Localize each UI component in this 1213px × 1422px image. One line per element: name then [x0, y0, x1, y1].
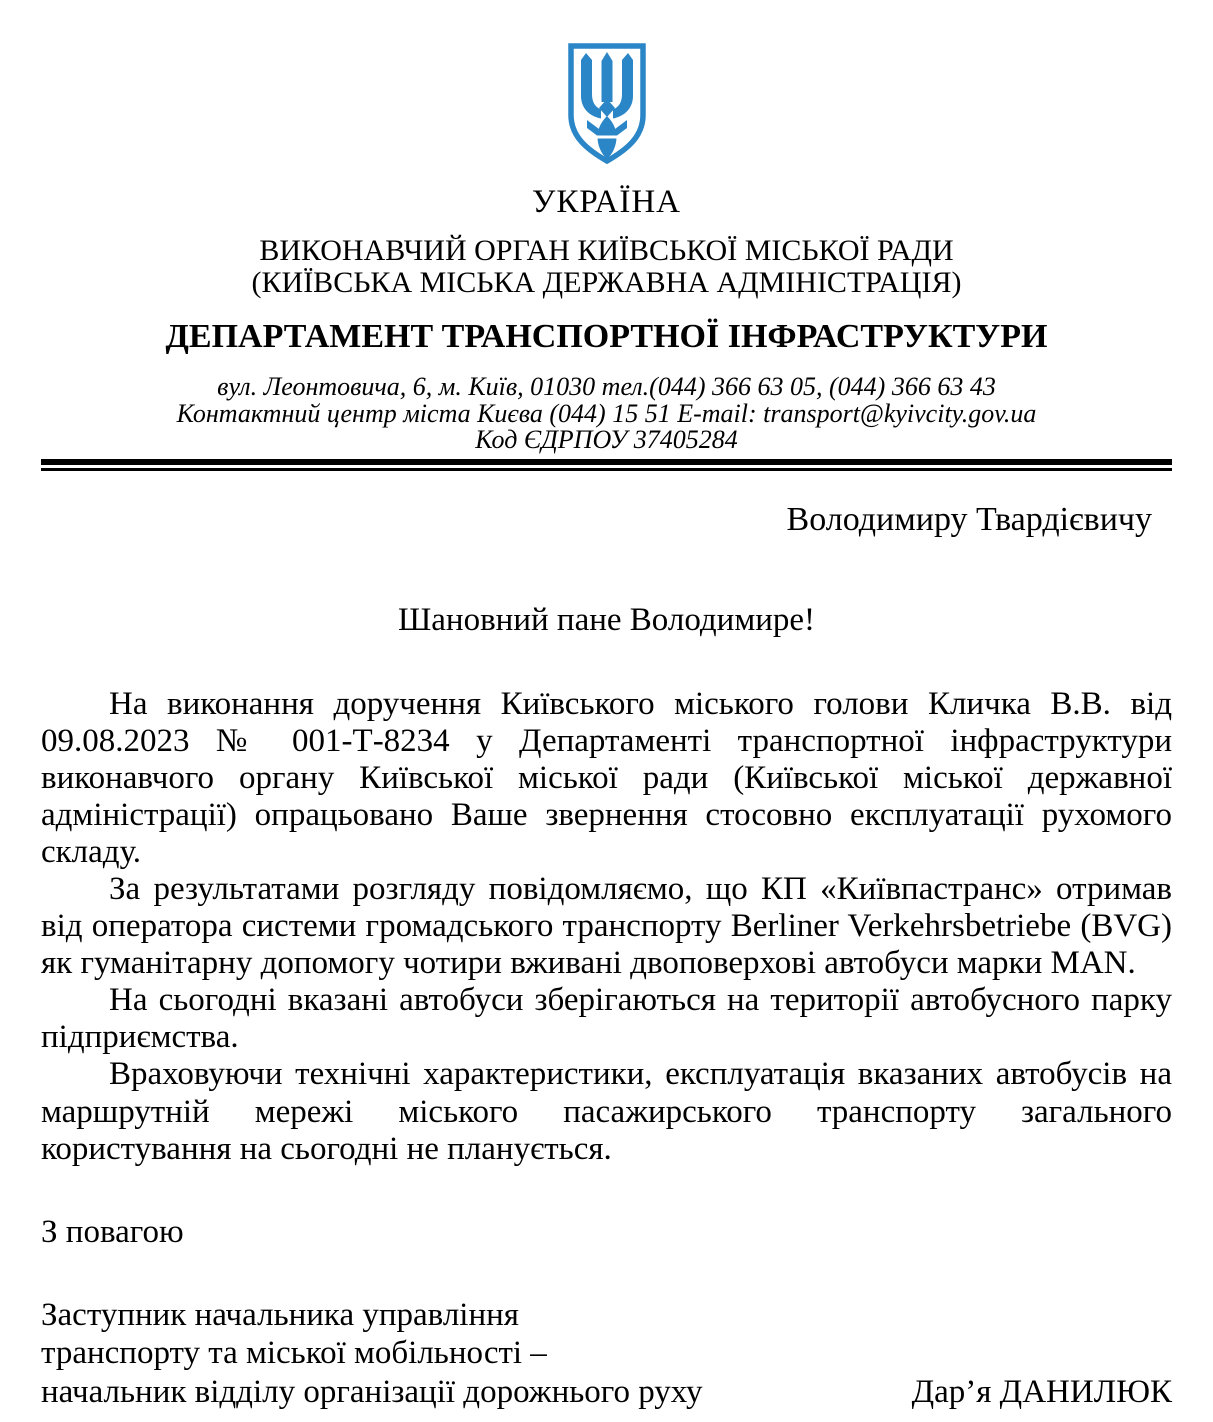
- addressee: Володимиру Твардієвичу: [786, 500, 1152, 538]
- org-name-line1: ВИКОНАВЧИЙ ОРГАН КИЇВСЬКОЇ МІСЬКОЇ РАДИ: [259, 234, 954, 267]
- ukraine-trident-emblem: [565, 42, 649, 166]
- org-name-line2: (КИЇВСЬКА МІСЬКА ДЕРЖАВНА АДМІНІСТРАЦІЯ): [251, 266, 962, 299]
- signer-position-line1: Заступник начальника управління: [41, 1296, 519, 1333]
- signature-block: [41, 1296, 1172, 1412]
- letterhead-divider: [41, 459, 1172, 471]
- department-title: ДЕПАРТАМЕНТ ТРАНСПОРТНОЇ ІНФРАСТРУКТУРИ: [165, 318, 1048, 355]
- country-title: УКРАЇНА: [532, 184, 681, 220]
- paragraph-2: За результатами розгляду повідомляємо, що КП «Київпастранс» отримав від оператора системи громадського транспорту Berliner Verkehrsbetriebe (BVG) як гуманітарну допомогу чотири вживані двоповерхові автобуси марки MAN.: [41, 870, 1172, 982]
- paragraph-1: На виконання доручення Київського міського голови Кличка В.В. від 09.08.2023 № 001-Т-8234 у Департаменті транспортної інфраструктури виконавчого органу Київської міської ради (Київської міської державної адміністрації) опрацьовано Ваше звернення стосовно експлуатації рухомого складу.: [41, 685, 1172, 870]
- paragraph-3: На сьогодні вказані автобуси зберігаються на території автобусного парку підприємства.: [41, 982, 1172, 1056]
- salutation: Шановний пане Володимире!: [398, 601, 815, 638]
- address-line: вул. Леонтовича, 6, м. Київ, 01030 тел.(044) 366 63 05, (044) 366 63 43: [217, 372, 996, 401]
- letterhead: [41, 42, 1172, 471]
- signer-name: Дар’я ДАНИЛЮК: [911, 1373, 1172, 1410]
- closing-phrase: З повагою: [41, 1213, 184, 1250]
- edrpou-line: Код ЄДРПОУ 37405284: [475, 425, 738, 454]
- letter-body: [41, 686, 1172, 1168]
- signer-position-line3: начальник відділу організації дорожнього руху: [41, 1373, 703, 1410]
- contact-block: [41, 374, 1172, 454]
- org-name: [41, 235, 1172, 299]
- signature-row: [41, 1373, 1172, 1412]
- paragraph-4: Враховуючи технічні характеристики, експлуатація вказаних автобусів на маршрутній мережі міського пасажирського транспорту загального користування на сьогодні не планується.: [41, 1056, 1172, 1167]
- contact-line: Контактний центр міста Києва (044) 15 51 E-mail: transport@kyivcity.gov.ua: [176, 398, 1037, 428]
- signer-position-line2: транспорту та міської мобільності –: [41, 1335, 547, 1372]
